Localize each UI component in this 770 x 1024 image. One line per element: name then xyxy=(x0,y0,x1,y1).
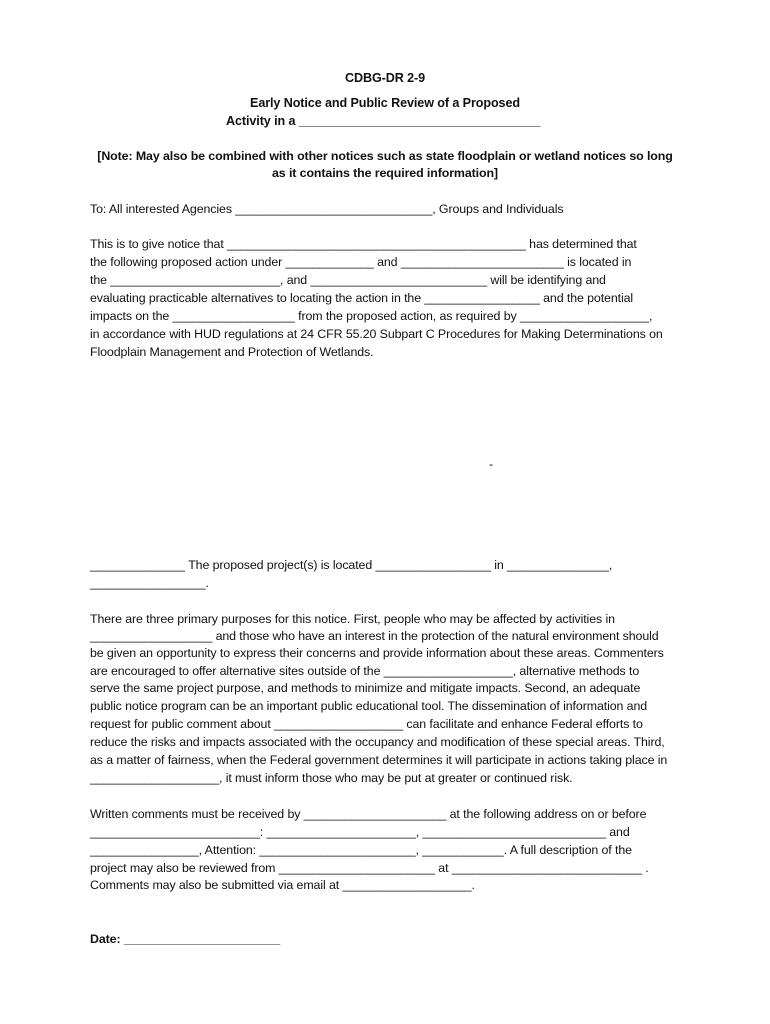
paragraph-line: This is to give notice that ____________________________________________ has determined that xyxy=(90,237,637,251)
paragraph-line: serve the same project purpose, and methods to minimize and mitigate impacts. Second, an adequate xyxy=(90,681,641,695)
paragraph-line: ________________, Attention: _______________________, ____________. A full description of the xyxy=(90,843,632,857)
note-line-1: [Note: May also be combined with other notices such as state floodplain or wetland notices so long xyxy=(97,149,673,163)
paragraph-line: the following proposed action under _____________ and ________________________ is located in xyxy=(90,255,632,269)
stray-mark: - xyxy=(489,457,494,471)
paragraph-line: be given an opportunity to express their concerns and provide information about these areas. Commenters xyxy=(90,646,664,660)
paragraph-line: reduce the risks and impacts associated with the occupancy and modification of these special areas. Third, xyxy=(90,735,665,749)
paragraph-line: project may also be reviewed from _______________________ at ____________________________ . xyxy=(90,861,649,875)
paragraph-line: in accordance with HUD regulations at 24 CFR 55.20 Subpart C Procedures for Making Determinations on xyxy=(90,327,663,341)
paragraph-line: ___________________, it must inform those who may be put at greater or continued risk. xyxy=(90,771,573,785)
paragraph-line: the _________________________, and __________________________ will be identifying and xyxy=(90,273,606,287)
paragraph-line: Comments may also be submitted via email at ___________________. xyxy=(90,878,475,892)
salutation: To: All interested Agencies _____________________________, Groups and Individuals xyxy=(90,202,564,216)
paragraph-line: Floodplain Management and Protection of Wetlands. xyxy=(90,345,374,359)
paragraph-line: ______________ The proposed project(s) is located _________________ in _______________, xyxy=(90,558,613,572)
note-line-2: as it contains the required information] xyxy=(272,166,498,180)
paragraph-line: Written comments must be received by _____________________ at the following address on or before xyxy=(90,807,647,821)
title-line-2: Activity in a ___________________________________ xyxy=(226,114,541,128)
paragraph-line: as a matter of fairness, when the Federal government determines it will participate in actions taking place in xyxy=(90,753,668,767)
paragraph-line: impacts on the __________________ from the proposed action, as required by ___________________, xyxy=(90,309,653,323)
title-line-1: Early Notice and Public Review of a Proposed xyxy=(250,96,520,110)
paragraph-line: request for public comment about ___________________ can facilitate and enhance Federal efforts to xyxy=(90,717,643,731)
paragraph-line: evaluating practicable alternatives to locating the action in the _________________ and the potential xyxy=(90,291,634,305)
paragraph-line: _________________. xyxy=(90,576,209,590)
paragraph-line: __________________ and those who have an interest in the protection of the natural environment should xyxy=(90,629,659,643)
document-id: CDBG-DR 2-9 xyxy=(344,71,426,85)
date-field: Date: _______________________ xyxy=(90,932,281,946)
paragraph-line: public notice program can be an important public educational tool. The dissemination of information and xyxy=(90,699,648,713)
paragraph-line: are encouraged to offer alternative sites outside of the ___________________, alternative methods to xyxy=(90,664,640,678)
paragraph-line: _________________________: ______________________, ___________________________ and xyxy=(90,825,630,839)
paragraph-line: There are three primary purposes for this notice. First, people who may be affected by activities in xyxy=(90,612,615,626)
